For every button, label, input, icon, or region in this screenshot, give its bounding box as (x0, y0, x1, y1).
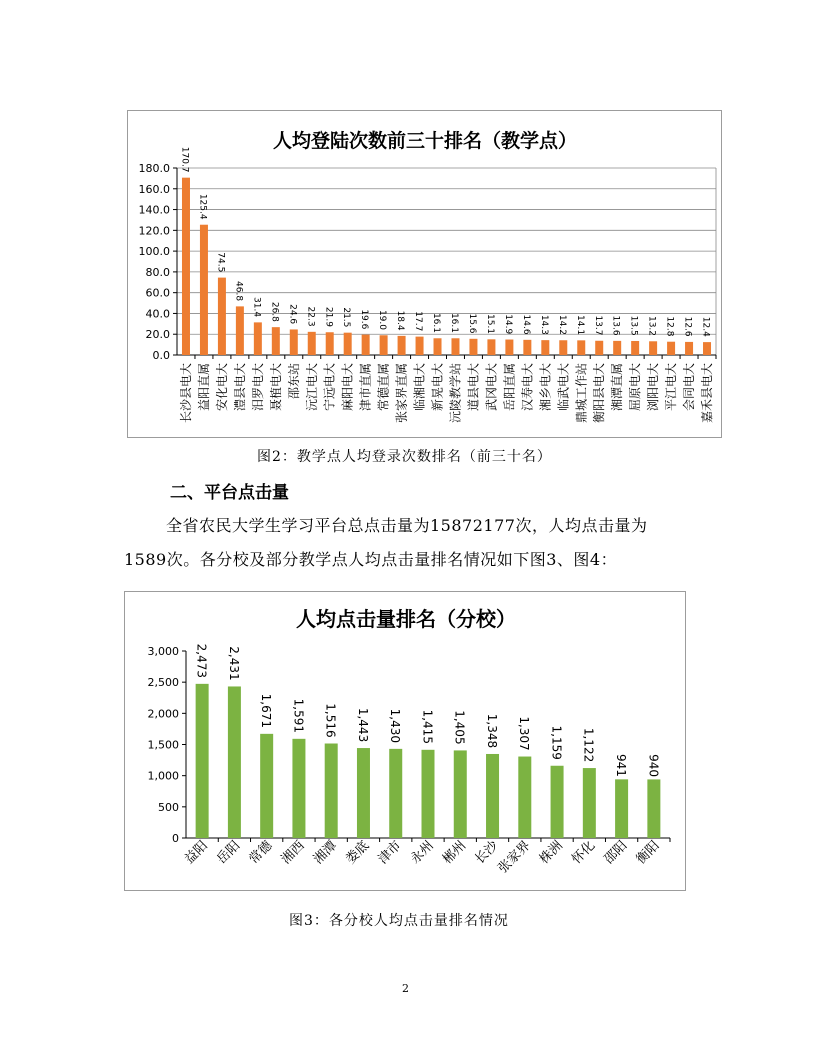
y-tick-label: 0 (172, 832, 179, 845)
bar (398, 336, 406, 355)
data-label: 1,122 (581, 727, 596, 763)
y-tick-label: 20.0 (145, 328, 170, 342)
data-label: 13.7 (592, 315, 603, 336)
bar (667, 342, 675, 355)
bar (469, 339, 477, 355)
bar (518, 757, 531, 838)
category-label: 张家界 (495, 838, 534, 877)
paragraph-line2: 1589次。各分校及部分教学点人均点击量排名情况如下图3、图4： (124, 550, 618, 569)
category-label: 会同电大 (682, 363, 697, 412)
category-label: 常德直属 (376, 363, 391, 412)
y-tick-label: 1,000 (147, 769, 179, 783)
category-label: 武冈电大 (484, 363, 499, 412)
bar (357, 748, 370, 838)
y-tick-label: 1,500 (147, 738, 179, 752)
category-label: 岳阳 (214, 838, 244, 868)
bar (380, 335, 388, 355)
data-label: 12.8 (664, 316, 675, 337)
bar (200, 225, 208, 355)
data-label: 170.7 (179, 146, 190, 173)
bar (326, 332, 334, 355)
data-label: 22.3 (305, 306, 316, 327)
data-label: 14.1 (574, 315, 585, 336)
bar (196, 684, 209, 838)
data-label: 26.8 (269, 301, 280, 322)
category-label: 鼎城工作站 (574, 363, 589, 424)
bar (218, 278, 226, 355)
data-label: 1,671 (259, 693, 274, 729)
data-label: 2,473 (194, 643, 209, 679)
data-label: 14.9 (502, 314, 513, 335)
data-label: 18.4 (395, 310, 406, 331)
category-label: 株洲 (536, 838, 566, 868)
data-label: 941 (613, 754, 628, 777)
chart-title: 人均登陆次数前三十排名（教学点） (272, 130, 578, 152)
y-tick-label: 160.0 (138, 182, 170, 196)
data-label: 1,415 (420, 709, 435, 744)
data-label: 14.2 (556, 314, 567, 335)
category-label: 聂植电大 (268, 363, 283, 412)
category-label: 安化电大 (214, 363, 229, 412)
bar (228, 686, 241, 838)
chart-teaching-points-login (127, 110, 722, 438)
bar (577, 340, 585, 355)
y-tick-label: 80.0 (145, 265, 170, 279)
page-number: 2 (402, 982, 409, 995)
bar (551, 766, 564, 838)
bar (613, 341, 621, 355)
bar (703, 342, 711, 355)
category-label: 湘潭直属 (610, 363, 625, 412)
data-label: 13.2 (646, 315, 657, 337)
y-tick-label: 140.0 (138, 203, 170, 217)
data-label: 21.5 (341, 307, 352, 328)
bar (434, 338, 442, 355)
bar (422, 750, 435, 838)
bar (487, 339, 495, 355)
category-label: 津市 (375, 838, 405, 868)
data-label: 1,516 (323, 703, 338, 738)
bar (486, 754, 499, 838)
data-label: 19.6 (359, 309, 370, 330)
bar (685, 342, 693, 355)
category-label: 嘉禾县电大 (700, 363, 715, 424)
chart1-svg (128, 111, 723, 439)
category-label: 宁远电大 (322, 363, 337, 412)
bar (416, 337, 424, 355)
y-tick-label: 2,500 (147, 676, 179, 690)
category-label: 益阳 (181, 838, 211, 868)
category-label: 澧县电大 (232, 363, 247, 412)
category-label: 长沙 (472, 838, 502, 868)
data-label: 21.9 (323, 306, 334, 327)
category-label: 邵东站 (286, 363, 301, 400)
data-label: 46.8 (233, 281, 244, 302)
category-label: 沅陵教学站 (448, 363, 463, 424)
bar (595, 341, 603, 355)
y-tick-label: 120.0 (138, 224, 170, 238)
category-label: 湘潭 (311, 838, 341, 868)
category-label: 衡阳县电大 (592, 363, 607, 424)
bar (236, 306, 244, 355)
data-label: 1,307 (517, 716, 532, 751)
category-label: 新晃电大 (430, 363, 445, 412)
data-label: 13.6 (610, 315, 621, 336)
category-label: 麻阳电大 (340, 363, 355, 412)
bar (272, 327, 280, 355)
category-label: 汉寿电大 (520, 363, 535, 412)
bar (454, 750, 467, 838)
bar (362, 335, 370, 355)
category-label: 岳阳直属 (502, 363, 517, 412)
category-label: 郴州 (440, 838, 470, 868)
category-label: 沅江电大 (304, 363, 319, 412)
bar (290, 329, 298, 355)
bar (182, 178, 190, 355)
category-label: 临湘电大 (412, 363, 427, 412)
bar (523, 340, 531, 355)
data-label: 1,591 (291, 698, 306, 733)
y-tick-label: 60.0 (145, 286, 170, 300)
bar (325, 744, 338, 838)
data-label: 1,348 (484, 713, 499, 749)
data-label: 14.6 (520, 314, 531, 335)
data-label: 17.7 (413, 311, 424, 332)
chart2-svg (125, 592, 687, 892)
bar (649, 341, 657, 355)
bar (541, 340, 549, 355)
bar (559, 340, 567, 355)
y-tick-label: 3,000 (147, 645, 179, 658)
bar (647, 779, 660, 838)
data-label: 15.6 (466, 313, 477, 334)
category-label: 常德 (246, 838, 276, 868)
bar (292, 739, 305, 838)
y-tick-label: 2,000 (147, 707, 179, 721)
section-heading: 二、平台点击量 (170, 483, 289, 503)
data-label: 13.5 (628, 315, 639, 336)
figure3-caption: 图3：各分校人均点击量排名情况 (289, 913, 509, 929)
category-label: 衡阳 (633, 838, 663, 868)
data-label: 19.0 (377, 309, 388, 330)
category-label: 浏阳电大 (646, 363, 661, 412)
data-label: 1,405 (452, 710, 467, 745)
data-label: 1,159 (549, 725, 564, 760)
y-tick-label: 180.0 (138, 162, 170, 175)
data-label: 2,431 (226, 646, 241, 681)
category-label: 道县电大 (466, 363, 481, 412)
bar (260, 734, 273, 838)
y-tick-label: 500 (158, 800, 179, 814)
data-label: 940 (646, 754, 661, 777)
chart-branch-clicks (124, 591, 686, 891)
category-label: 张家界直属 (394, 363, 409, 424)
data-label: 16.1 (449, 312, 460, 334)
paragraph-line1: 全省农民大学生学习平台总点击量为15872177次，人均点击量为 (166, 516, 648, 535)
category-label: 长沙县电大 (178, 363, 193, 424)
bar (389, 749, 402, 838)
data-label: 74.5 (215, 252, 226, 273)
data-label: 12.6 (682, 316, 693, 337)
data-label: 16.1 (431, 312, 442, 334)
category-label: 津市直属 (358, 363, 373, 412)
category-label: 临武电大 (556, 363, 571, 412)
data-label: 125.4 (197, 193, 208, 220)
data-label: 14.3 (538, 314, 549, 335)
chart-title: 人均点击量排名（分校） (296, 607, 516, 631)
category-label: 平江电大 (664, 363, 679, 412)
data-label: 15.1 (484, 313, 495, 335)
category-label: 邵阳 (601, 838, 631, 868)
bar (254, 322, 262, 355)
category-label: 屈原电大 (628, 363, 643, 412)
bar (344, 333, 352, 355)
bar (451, 338, 459, 355)
category-label: 湘西 (278, 838, 308, 868)
category-label: 益阳直属 (196, 363, 211, 412)
data-label: 1,430 (388, 708, 403, 744)
y-tick-label: 0.0 (152, 349, 170, 362)
data-label: 1,443 (355, 707, 370, 743)
category-label: 怀化 (569, 838, 599, 868)
figure2-caption: 图2：教学点人均登录次数排名（前三十名） (257, 449, 552, 465)
category-label: 永州 (407, 838, 437, 868)
bar (583, 768, 596, 838)
bar (615, 779, 628, 838)
data-label: 31.4 (251, 297, 262, 318)
data-label: 24.6 (287, 304, 298, 325)
category-label: 湘乡电大 (538, 363, 553, 412)
y-tick-label: 40.0 (145, 307, 170, 321)
data-label: 12.4 (700, 316, 711, 337)
bar (631, 341, 639, 355)
bar (308, 332, 316, 355)
bar (505, 340, 513, 355)
category-label: 汨罗电大 (250, 363, 265, 412)
category-label: 娄底 (343, 838, 373, 868)
y-tick-label: 100.0 (138, 245, 170, 259)
